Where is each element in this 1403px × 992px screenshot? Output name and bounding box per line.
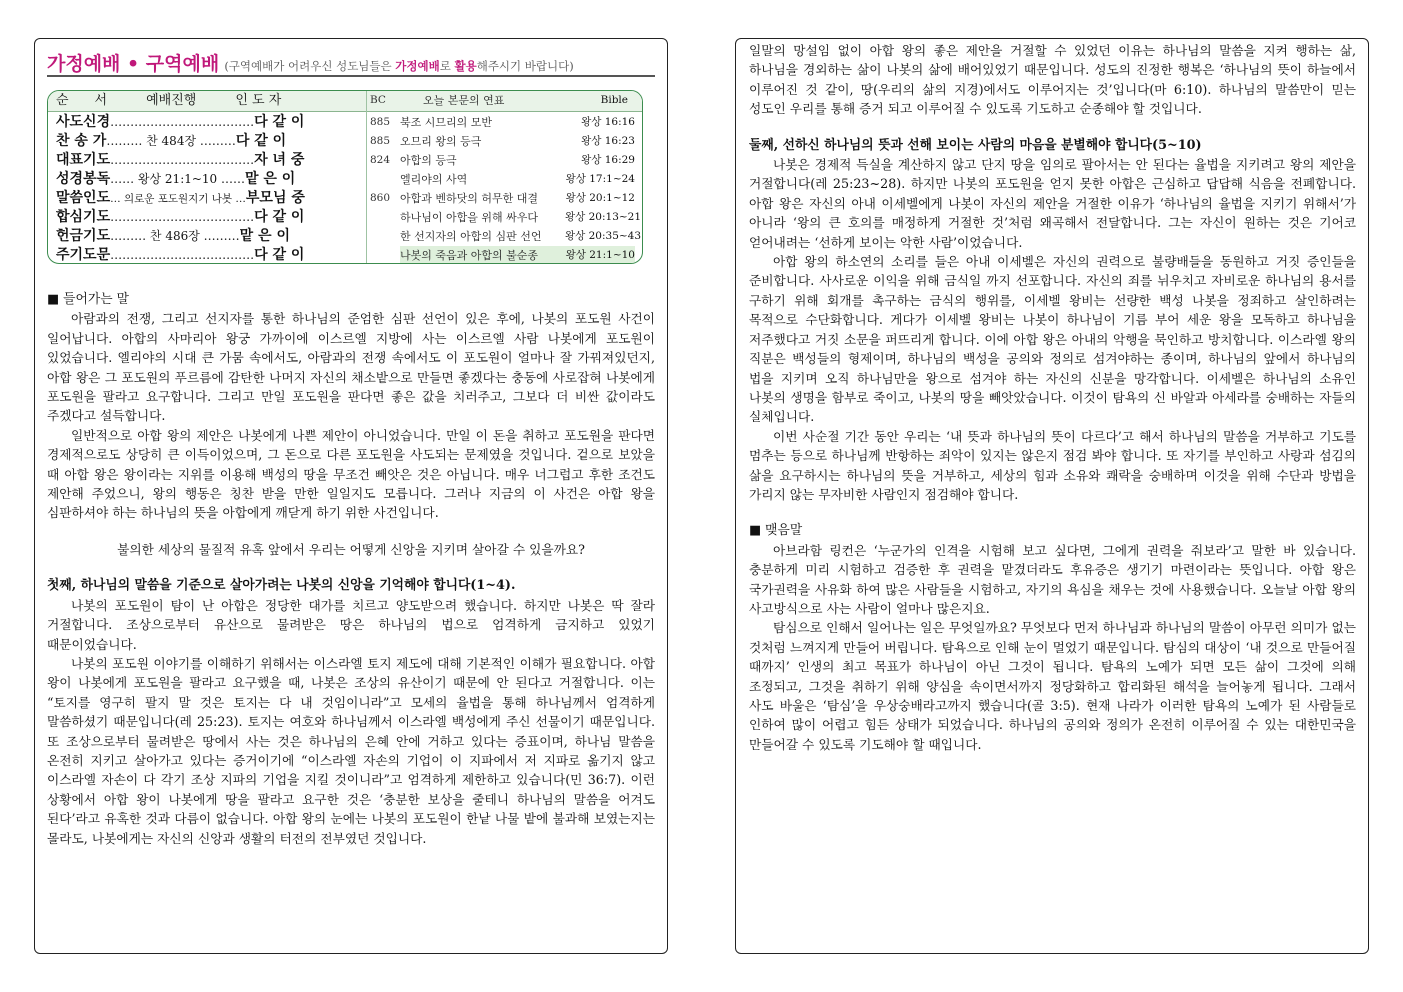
order-leader: 다 같 이 [254, 209, 305, 225]
order-label: 말씀인도 [56, 190, 111, 206]
order-bible: 왕상 20:13~21 [565, 211, 642, 223]
order-detail: …… 왕상 21:1~10 …… [110, 172, 246, 186]
continued-paragraph: 일말의 망설임 없이 아합 왕의 좋은 제안을 거절할 수 있었던 이유는 하나님의 말씀을 지켜 행하는 삶, 하나님을 경외하는 삶이 나봇의 삶에 배어있었기 때문입니다. 성도의 진정한 행복은 ‘하나님의 뜻이 하늘에서 이루어진 것 같이, 땅(우리의 삶의 지경)에서도 이루어지는 것’입니다(마 6:10). 하나님의 말씀만이 믿는 성도인 우리를 통해 증거 되고 이루어질 수 있도록 기도하고 순종해야 할 것입니다. [749, 43, 1356, 117]
spacer [749, 119, 1356, 136]
note-suffix: 해주시기 바랍니다) [476, 59, 574, 73]
order-row [48, 151, 642, 170]
order-leader: 다 같 이 [235, 133, 287, 149]
order-head-left: 순 서 예배진행 인 도 자 [56, 93, 282, 108]
order-header [48, 91, 642, 110]
first-point-heading: 첫째, 하나님의 말씀을 기준으로 살아가려는 나봇의 신앙을 기억해야 합니다(1~4). [47, 578, 516, 594]
order-label: 합심기도 [56, 209, 111, 225]
intro-heading: ■ 들어가는 말 [47, 292, 130, 307]
second-point-heading: 둘째, 선하신 하나님의 뜻과 선해 보이는 사람의 마음을 분별해야 합니다(5~10) [749, 137, 1202, 153]
order-summary: 아합과 벤하닷의 허무한 대결 [400, 192, 539, 205]
order-detail: ……………………………… [110, 115, 255, 129]
order-row [48, 189, 642, 208]
note-emphasis-1: 가정예배 [395, 59, 440, 73]
spacer [749, 504, 1356, 521]
order-label: 주기도문 [56, 247, 111, 263]
order-leader: 다 같 이 [254, 247, 305, 263]
order-label: 대표기도 [56, 152, 111, 168]
note-prefix: (구역예배가 어려우신 성도님들은 [224, 59, 396, 73]
right-text-column [749, 41, 1356, 754]
order-head-bible: Bible [600, 94, 628, 106]
order-bible: 왕상 17:1~24 [565, 173, 635, 185]
order-row [48, 132, 642, 151]
left-page [34, 38, 668, 954]
order-bc: 824 [370, 154, 391, 166]
order-leader: 부모님 중 [245, 190, 305, 206]
order-detail: ……………………………… [110, 248, 255, 262]
order-bible: 왕상 20:35~43 [565, 230, 642, 242]
order-detail: ……………………………… [110, 153, 255, 167]
order-detail: … 의로운 포도원지기 나봇 … [110, 193, 246, 205]
order-row [48, 246, 642, 264]
order-detail: ……… 찬 486장 ……… [110, 229, 240, 243]
order-summary: 한 선지자의 아합의 심판 선언 [400, 230, 542, 243]
order-bible: 왕상 20:1~12 [565, 192, 635, 204]
closing-paragraph-1: 아브라함 링컨은 ‘누군가의 인격을 시험해 보고 싶다면, 그에게 권력을 줘보라’고 말한 바 있습니다. 충분하게 미리 시험하고 검증한 후 권력을 맡겼더라도 후유증은 생기기 마련이라는 뜻입니다. 아합 왕은 국가권력을 사유화 하여 많은 사람들을 시험하고, 자기의 욕심을 채우는 것에 사용했습니다. 오늘날 아합 왕의 사고방식으로 사는 사람이 얼마나 많은지요. [749, 542, 1356, 616]
order-label: 성경봉독 [56, 171, 111, 187]
spacer [47, 559, 655, 576]
spacer [47, 523, 655, 540]
order-label: 사도신경 [56, 114, 111, 130]
first-point-paragraph-1: 나봇의 포도원이 탐이 난 아합은 정당한 대가를 치르고 양도받으려 했습니다. 하지만 나봇은 딱 잘라 거절합니다. 조상으로부터 유산으로 물려받은 땅은 하나님의 법으로 엄격하게 금지하고 있었기 때문이었습니다. [47, 597, 655, 652]
order-label: 찬 송 가 [56, 133, 107, 149]
intro-paragraph-1: 아람과의 전쟁, 그리고 선지자를 통한 하나님의 준엄한 심판 선언이 있은 후에, 나봇의 포도원 사건이 일어납니다. 아합의 사마리아 왕궁 가까이에 이스르엘 지방에 사는 이스르엘 사람 나봇에게 포도원이 있었습니다. 엘리야의 시대 큰 가뭄 속에서도, 아람과의 전쟁 속에서도 이 포도원이 얼마나 잘 가꿔져있던지, 아합 왕은 그 포도원의 푸르름에 감탄한 나머지 자신의 채소밭으로 만들면 좋겠다는 충동에 사로잡혀 나봇에게 포도원을 팔라고 요구합니다. 그리고 만일 포도원을 판다면 좋은 값을 치러주고, 그보다 더 비싼 값이라도 주겠다고 설득합니다. [47, 311, 655, 424]
order-leader: 자 녀 중 [254, 152, 305, 168]
order-leader: 다 같 이 [254, 114, 305, 130]
order-item [56, 246, 366, 264]
order-item [56, 151, 366, 170]
second-point-paragraph-1: 나봇은 경제적 득실을 계산하지 않고 단지 땅을 임의로 팔아서는 안 된다는 율법을 지키려고 왕의 제안을 거절합니다(레 25:23~28). 하지만 나봇의 포도원을 얻지 못한 아합은 근심하고 답답해 식음을 전폐합니다. 아합 왕은 자신의 아내 이세벨에게 나봇이 자신의 제안을 거절한 이유가 ‘하나님의 율법을 지키기 위해서’가 아니라 ‘왕의 큰 호의를 매정하게 거절한 것’처럼 왜곡해서 전달합니다. 그는 자신이 원하는 것은 기어코 얻어내려는 ‘선하게 보이는 악한 사람’이었습니다. [749, 157, 1356, 250]
order-item [56, 113, 366, 132]
order-bc: 860 [370, 192, 391, 204]
order-label: 헌금기도 [56, 228, 111, 244]
order-bc: 885 [370, 135, 391, 147]
order-item [56, 208, 366, 227]
order-bible: 왕상 16:29 [581, 154, 635, 166]
order-summary: 오므리 왕의 등극 [400, 135, 482, 148]
note-emphasis-2: 활용 [454, 59, 477, 73]
central-question: 불의한 세상의 물질적 유혹 앞에서 우리는 어떻게 신앙을 지키며 살아갈 수 있을까요? [117, 541, 585, 557]
order-head-summary: 오늘 본문의 연표 [423, 94, 505, 107]
order-item [56, 227, 366, 246]
order-bc: 885 [370, 116, 391, 128]
order-row [48, 208, 642, 227]
order-bible: 왕상 16:16 [581, 116, 635, 128]
order-detail: ……………………………… [110, 210, 255, 224]
order-summary: 하나님이 아합을 위해 싸우다 [400, 211, 539, 224]
order-row [48, 113, 642, 132]
order-summary: 북조 시므리의 모반 [400, 116, 493, 129]
order-detail: ……… 찬 484장 ……… [106, 134, 236, 148]
note-mid: 로 [439, 59, 455, 73]
order-leader: 맡 은 이 [245, 171, 296, 187]
order-leader: 맡 은 이 [239, 228, 290, 244]
left-text-column [47, 290, 655, 848]
second-point-paragraph-3: 이번 사순절 기간 동안 우리는 ‘내 뜻과 하나님의 뜻이 다르다’고 해서 하나님의 말씀을 거부하고 기도를 멈추는 등으로 하나님께 반항하는 죄악이 있지는 않은지 점검 봐야 합니다. 또 자기를 부인하고 사랑과 섬김의 삶을 요구하시는 하나님의 뜻을 거부하고, 세상의 힘과 소유와 쾌락을 숭배하며 이것을 위해 수단과 방법을 가리지 않는 무자비한 사람인지 점검해야 합니다. [749, 428, 1356, 502]
second-point-paragraph-2: 아합 왕의 하소연의 소리를 들은 아내 이세벨은 자신의 권력으로 불량배들을 동원하고 거짓 증인들을 준비합니다. 사사로운 이익을 위해 금식일 까지 선포합니다. 자신의 죄를 뉘우치고 자비로운 하나님의 용서를 구하기 위해 회개를 촉구하는 금식의 행위를, 이세벨 왕비는 선량한 백성 나봇을 정죄하고 살인하려는 목적으로 수단화합니다. 게다가 이세벨 왕비는 나봇이 하나님이 기름 부어 세운 왕을 모독하고 하나님을 저주했다고 거짓 소문을 퍼뜨리게 합니다. 이에 아합 왕은 아내의 악행을 묵인하고 방치합니다. 이스라엘 왕의 직분은 백성들의 형제이며, 하나님의 백성을 공의와 정의로 섬겨야하는 종이며, 하나님의 앞에서 하나님의 법을 지키며 오직 하나님만을 왕으로 섬겨야 하는 자신의 신분을 망각합니다. 이세벨은 하나님의 소유인 나봇의 생명을 함부로 죽이고, 나봇의 땅을 빼앗았습니다. 이것이 탐욕의 신 바알과 아세라를 숭배하는 자들의 실체입니다. [749, 254, 1356, 425]
order-summary: 엘리야의 사역 [400, 173, 468, 186]
right-page [735, 38, 1369, 954]
first-point-paragraph-2: 나봇의 포도원 이야기를 이해하기 위해서는 이스라엘 토지 제도에 대해 기본적인 이해가 필요합니다. 아합 왕이 나봇에게 포도원을 팔라고 요구했을 때, 나봇은 조상의 유산이기 때문에 안 된다고 거절합니다. 이는 “토지를 영구히 팔지 말 것은 토지는 다 내 것임이니라”고 모세의 율법을 통해 하나님께서 엄격하게 말씀하셨기 때문입니다(레 25:23). 토지는 여호와 하나님께서 이스라엘 백성에게 주신 선물이기 때문입니다. 또 조상으로부터 물려받은 땅에서 사는 것은 하나님의 은혜 안에 거하고 있다는 증표이며, 하나님 말씀을 온전히 지키고 살아가고 있다는 증거이기에 “이스라엘 자손의 기업이 이 지파에서 저 지파로 옮기지 않고 이스라엘 자손이 다 각기 조상 지파의 기업을 지킬 것이니라”고 엄격하게 제한하고 있습니다(민 36:7). 이런 상황에서 아합 왕이 나봇에게 땅을 팔라고 요구한 것은 ‘충분한 보상을 줄테니 하나님의 말씀을 어겨도 된다’라고 유혹한 것과 다름이 없습니다. 아합 왕의 눈에는 나봇의 포도원이 한낱 나물 밭에 불과해 보였는지는 몰라도, 나봇에게는 자신의 신앙과 생활의 터전의 전부였던 것입니다. [47, 655, 655, 846]
order-item [56, 170, 366, 189]
order-row [48, 227, 642, 246]
closing-heading: ■ 맺음말 [749, 523, 803, 539]
order-head-bc: BC [370, 94, 386, 106]
worship-title: 가정예배 • 구역예배 [47, 53, 220, 75]
intro-paragraph-2: 일반적으로 아합 왕의 제안은 나봇에게 나쁜 제안이 아니었습니다. 만일 이 돈을 취하고 포도원을 판다면 경제적으로도 상당히 큰 이득이었으며, 그 돈으로 다른 포도원을 사도되는 문제였을 것입니다. 겉으로 보았을 때 아합 왕은 왕이라는 지위를 이용해 백성의 땅을 무조건 빼앗은 것은 아닙니다. 매우 너그럽고 후한 조건도 제안해 주었으니, 왕의 행동은 칭찬 받을 만한 일일지도 모릅니다. 그러나 지금의 이 사건은 아합 왕을 심판하셔야 하는 하나님의 뜻을 아합에게 깨닫게 하기 위한 사건입니다. [47, 427, 655, 521]
worship-note [224, 59, 573, 73]
order-bible: 왕상 21:1~10 [565, 246, 635, 264]
order-summary: 아합의 등극 [400, 154, 457, 167]
order-item [56, 132, 366, 151]
worship-order-table [47, 90, 643, 264]
order-summary-highlight: 나봇의 죽음과 아합의 불순종 [400, 246, 590, 264]
closing-paragraph-2: 탐심으로 인해서 일어나는 일은 무엇일까요? 무엇보다 먼저 하나님과 하나님의 말씀이 아무런 의미가 없는 것처럼 느껴지게 만들어 버립니다. 탐욕으로 인해 눈이 멀었기 때문입니다. 탐심의 대상이 ‘내 것으로 만들어질 때까지’ 인생의 최고 목표가 하나님이 아닌 그것이 됩니다. 탐욕의 노예가 되면 모든 삶이 그것에 의해 조정되고, 그것을 취하기 위해 양심을 속이면서까지 정당화하고 합리화된 해석을 늘어놓게 됩니다. 그래서 사도 바울은 ‘탐심’을 우상숭배라고까지 했습니다(골 3:5). 현재 나라가 이러한 탐욕의 노예가 된 사람들로 인하여 많이 어렵고 힘든 상태가 되었습니다. 하나님의 공의와 정의가 온전히 이루어질 수 있는 대한민국을 만들어갈 수 있도록 기도해야 할 때입니다. [749, 620, 1356, 752]
order-bible: 왕상 16:23 [581, 135, 635, 147]
order-row [48, 170, 642, 189]
worship-header [47, 49, 655, 77]
order-item [56, 189, 366, 209]
